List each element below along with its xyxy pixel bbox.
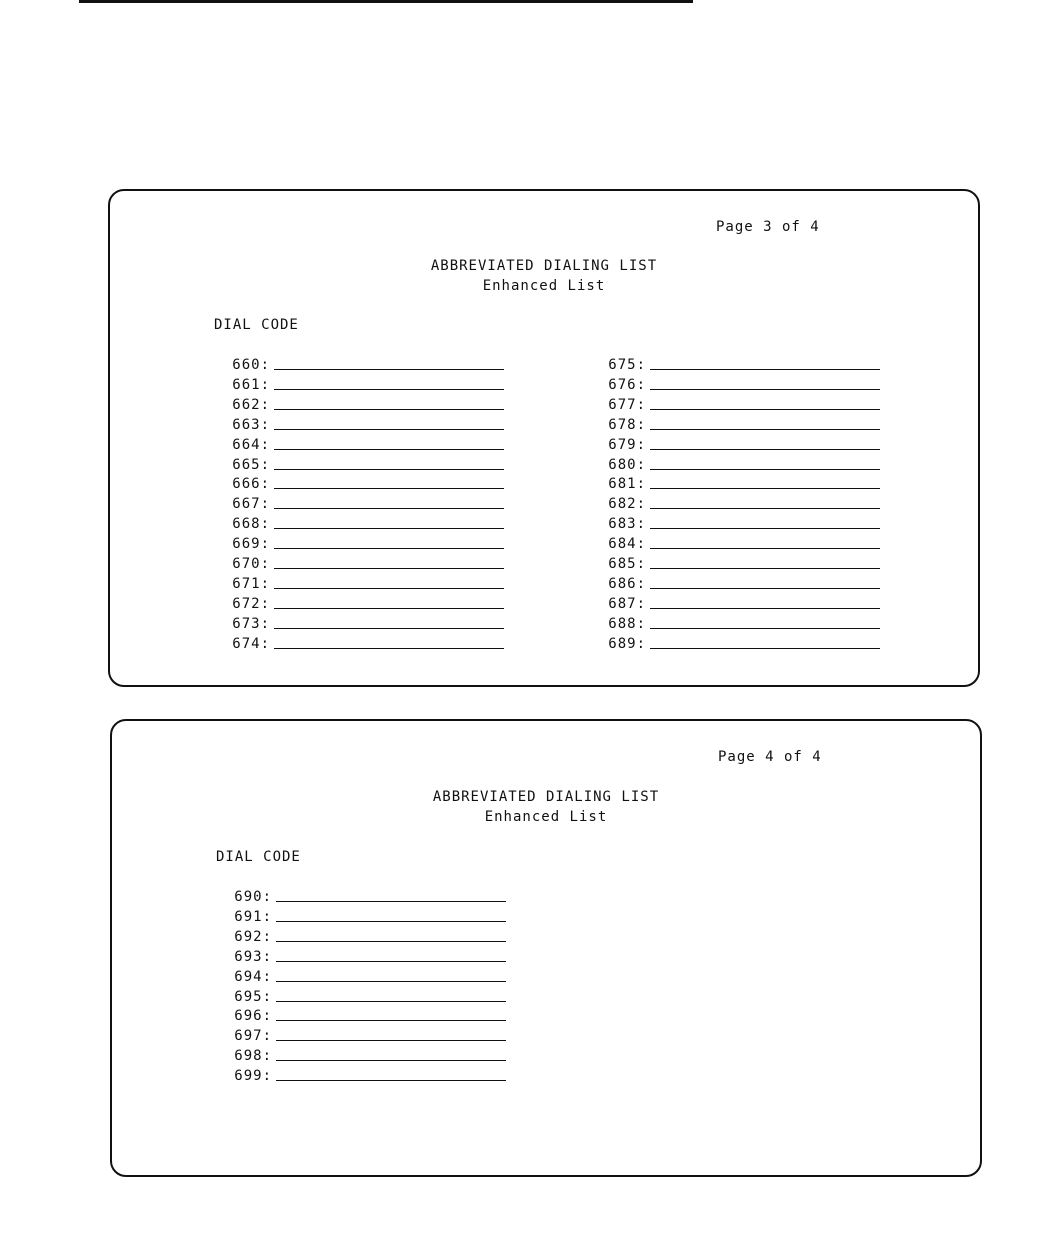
dial-entry-row (600, 456, 890, 476)
dial-code-label: 677: (608, 396, 646, 413)
write-in-line (274, 568, 504, 569)
dial-code-label: 685: (608, 556, 646, 572)
dial-code-label: 671: (232, 575, 270, 592)
dial-code-label: 698: (234, 1048, 272, 1065)
write-in-line (650, 548, 880, 549)
write-in-line (650, 628, 880, 629)
dial-entry-row (224, 555, 514, 575)
dial-code-label: 687: (608, 595, 646, 612)
dial-code-label: 662: (232, 396, 270, 413)
write-in-line (650, 508, 880, 509)
dial-code-label: 696: (234, 1008, 272, 1025)
write-in-line (276, 921, 506, 922)
page-number: Page 4 of 4 (718, 749, 822, 765)
dial-code-label: 670: (232, 556, 270, 572)
dial-code-label: 668: (232, 516, 270, 533)
dial-entry-row (600, 615, 890, 635)
dial-code-header: DIAL CODE (214, 317, 299, 333)
dial-code-label: 666: (232, 476, 270, 493)
dial-code-label: 661: (232, 376, 270, 393)
dial-code-header: DIAL CODE (216, 849, 301, 865)
dial-code-label: 699: (234, 1068, 272, 1085)
dial-code-label: 672: (232, 595, 270, 612)
list-subtitle: Enhanced List (482, 278, 606, 294)
dialing-list-card-page-4 (110, 719, 982, 1177)
dial-code-label: 673: (232, 615, 270, 632)
dial-code-label: 674: (232, 635, 270, 652)
dial-entry-row (600, 396, 890, 416)
dial-code-label: 697: (234, 1028, 272, 1045)
dial-entry-row (224, 495, 514, 515)
dial-entry-row (226, 888, 516, 908)
dial-code-label: 683: (608, 516, 646, 533)
write-in-line (274, 608, 504, 609)
dial-code-label: 676: (608, 376, 646, 393)
dial-entry-row (226, 948, 516, 968)
dial-code-label: 686: (608, 575, 646, 592)
dial-entry-row (600, 515, 890, 535)
dial-code-label: 692: (234, 928, 272, 945)
dial-code-label: 675: (608, 357, 646, 373)
write-in-line (650, 488, 880, 489)
write-in-line (276, 941, 506, 942)
dial-entry-row (224, 416, 514, 436)
dial-code-label: 693: (234, 948, 272, 965)
write-in-line (276, 1060, 506, 1061)
dial-entry-row (600, 475, 890, 495)
write-in-line (274, 548, 504, 549)
dial-code-label: 667: (232, 496, 270, 513)
write-in-line (650, 528, 880, 529)
dial-entry-row (600, 495, 890, 515)
write-in-line (274, 389, 504, 390)
write-in-line (274, 429, 504, 430)
write-in-line (276, 1001, 506, 1002)
dial-entry-row (600, 416, 890, 436)
dial-entry-row (226, 1067, 516, 1087)
write-in-line (274, 409, 504, 410)
dial-entry-row (224, 575, 514, 595)
dial-entry-row (226, 968, 516, 988)
dial-entry-row (224, 515, 514, 535)
write-in-line (276, 901, 506, 902)
dial-code-label: 681: (608, 476, 646, 493)
write-in-line (650, 588, 880, 589)
write-in-line (276, 1080, 506, 1081)
write-in-line (276, 1020, 506, 1021)
write-in-line (274, 528, 504, 529)
write-in-line (650, 648, 880, 649)
dial-entry-row (600, 436, 890, 456)
write-in-line (274, 588, 504, 589)
dial-entry-row (224, 356, 514, 376)
dial-entry-row (600, 635, 890, 655)
dial-entry-row (600, 535, 890, 555)
write-in-line (274, 628, 504, 629)
top-rule (79, 0, 693, 3)
list-title: ABBREVIATED DIALING LIST (430, 258, 658, 274)
list-subtitle: Enhanced List (484, 809, 608, 825)
write-in-line (650, 608, 880, 609)
dial-entry-row (224, 595, 514, 615)
write-in-line (650, 369, 880, 370)
write-in-line (650, 429, 880, 430)
dial-code-label: 691: (234, 908, 272, 925)
dial-entry-row (224, 436, 514, 456)
dial-entry-row (224, 615, 514, 635)
write-in-line (650, 568, 880, 569)
dial-code-label: 665: (232, 456, 270, 473)
page-number: Page 3 of 4 (716, 219, 820, 235)
dial-code-label: 682: (608, 496, 646, 513)
dial-entry-row (224, 456, 514, 476)
dial-code-label: 695: (234, 988, 272, 1005)
write-in-line (650, 449, 880, 450)
dial-entry-row (600, 575, 890, 595)
write-in-line (650, 409, 880, 410)
write-in-line (274, 508, 504, 509)
dial-entry-row (226, 1007, 516, 1027)
dial-entry-row (226, 908, 516, 928)
write-in-line (274, 449, 504, 450)
dial-entry-row (600, 555, 890, 575)
write-in-line (274, 488, 504, 489)
write-in-line (274, 469, 504, 470)
dial-entry-row (226, 928, 516, 948)
dial-entry-row (224, 635, 514, 655)
dial-code-label: 688: (608, 615, 646, 632)
dialing-list-card-page-3 (108, 189, 980, 687)
dial-entry-row (224, 535, 514, 555)
dial-entry-row (224, 396, 514, 416)
dial-code-label: 684: (608, 536, 646, 553)
dial-entry-row (224, 475, 514, 495)
dial-code-label: 689: (608, 635, 646, 652)
dial-entry-row (224, 376, 514, 396)
dial-code-label: 690: (234, 889, 272, 905)
dial-code-label: 664: (232, 436, 270, 453)
dial-entry-row (226, 988, 516, 1008)
dial-code-label: 678: (608, 416, 646, 433)
dial-code-label: 669: (232, 536, 270, 553)
write-in-line (276, 981, 506, 982)
dial-entry-row (600, 376, 890, 396)
dial-code-label: 694: (234, 968, 272, 985)
write-in-line (650, 389, 880, 390)
dial-entry-row (226, 1047, 516, 1067)
write-in-line (274, 369, 504, 370)
dial-entry-row (600, 356, 890, 376)
dial-code-label: 660: (232, 357, 270, 373)
list-title: ABBREVIATED DIALING LIST (432, 789, 660, 805)
dial-code-label: 680: (608, 456, 646, 473)
dial-entry-row (600, 595, 890, 615)
write-in-line (274, 648, 504, 649)
dial-code-label: 679: (608, 436, 646, 453)
write-in-line (650, 469, 880, 470)
dial-code-label: 663: (232, 416, 270, 433)
write-in-line (276, 1040, 506, 1041)
dial-entry-row (226, 1027, 516, 1047)
write-in-line (276, 961, 506, 962)
